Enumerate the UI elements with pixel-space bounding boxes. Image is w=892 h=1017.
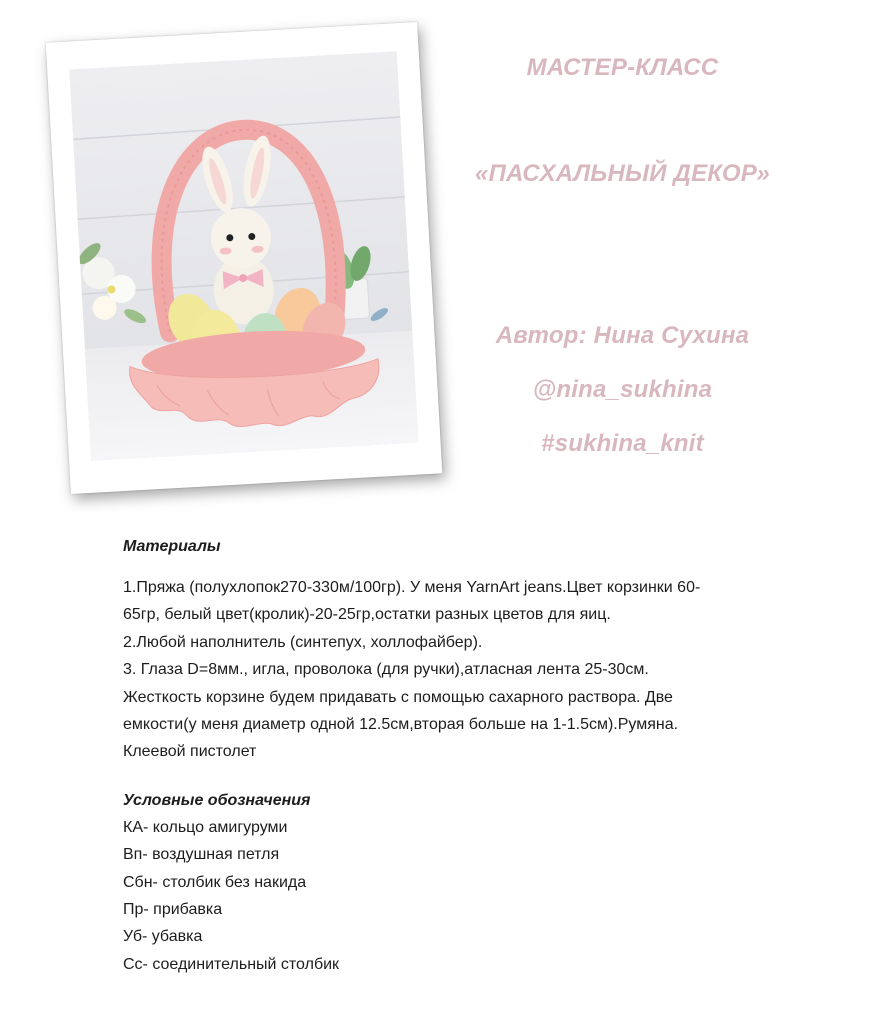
author-line: Автор: Нина Сухина: [495, 322, 750, 349]
project-title: «ПАСХАЛЬНЫЙ ДЕКОР»: [475, 160, 770, 187]
legend-item: Пр- прибавка: [123, 900, 223, 918]
materials-line: 65гр, белый цвет(кролик)-20-25гр,остатки разных цветов для яиц.: [123, 606, 611, 624]
legend-item: Сс- соединительный столбик: [123, 955, 340, 973]
hashtag: #sukhina_knit: [541, 430, 704, 457]
legend-item: КА- кольцо амигуруми: [123, 818, 288, 836]
legend-item: Уб- убавка: [123, 928, 203, 946]
materials-line: Клеевой пистолет: [123, 743, 257, 761]
materials-line: Жесткость корзине будем придавать с помощью сахарного раствора. Две: [123, 688, 673, 706]
photo-card: [46, 22, 443, 494]
materials-heading: Материалы: [123, 538, 221, 555]
materials-line: емкости(у меня диаметр одной 12.5см,вторая больше на 1-1.5см).Румяна.: [123, 715, 679, 733]
materials-line: 2.Любой наполнитель (синтепух, холлофайбер).: [123, 633, 483, 651]
materials-line: 1.Пряжа (полухлопок270-330м/100гр). У меня YarnArt jeans.Цвет корзинки 60-: [123, 579, 701, 596]
legend-heading: Условные обозначения: [123, 791, 311, 809]
materials-section: [123, 532, 823, 978]
basket-photo: [69, 51, 418, 461]
legend-list: [123, 814, 823, 978]
instagram-handle: @nina_sukhina: [532, 376, 713, 403]
materials-line: 3. Глаза D=8мм., игла, проволока (для ручки),атласная лента 25-30см.: [123, 661, 649, 679]
masterclass-title: МАСТЕР-КЛАСС: [526, 54, 719, 81]
legend-item: Вп- воздушная петля: [123, 846, 280, 864]
materials-list: [123, 574, 823, 766]
legend-item: Сбн- столбик без накида: [123, 873, 307, 891]
